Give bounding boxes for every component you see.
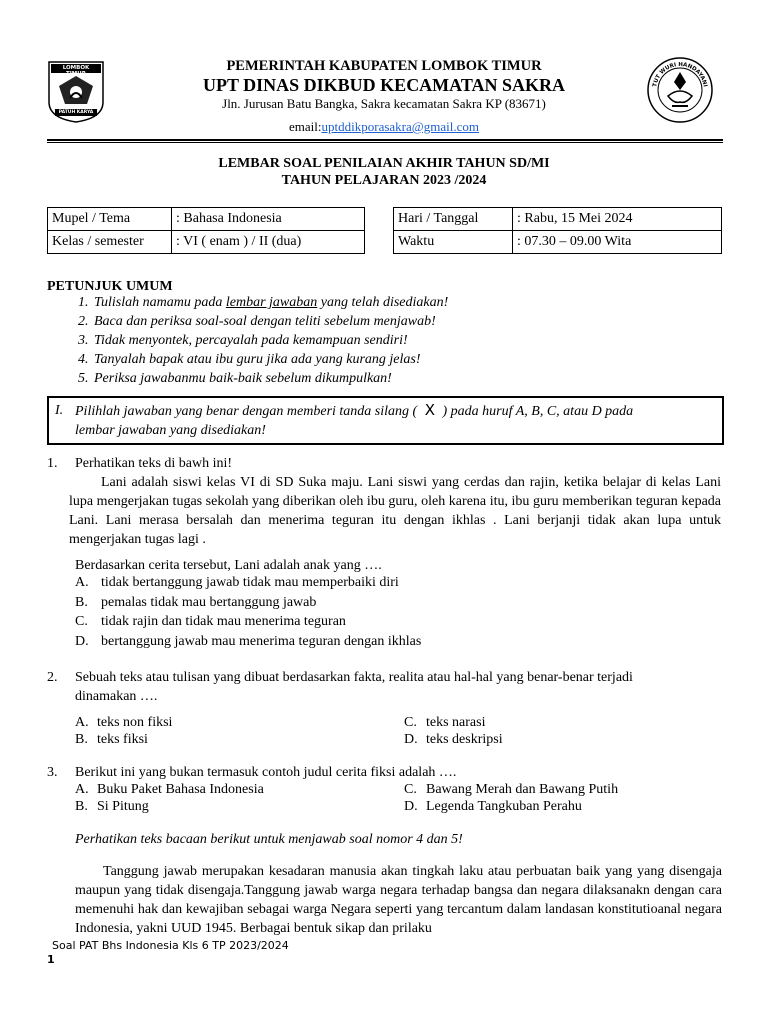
info-value: : Bahasa Indonesia [172,208,365,231]
option[interactable]: C. Bawang Merah dan Bawang Putih [404,782,619,797]
option[interactable]: C. teks narasi [404,715,486,730]
info-row-time [394,231,722,254]
q3-number: 3. [47,765,58,780]
petunjuk-item: 1. Tulislah namamu pada lembar jawaban yang telah disediakan! [92,293,448,312]
option[interactable]: B. pemalas tidak mau bertanggung jawab [75,594,317,610]
info-label: Hari / Tanggal [394,208,513,231]
instruction-numeral: I. [55,403,64,418]
option[interactable]: D. bertanggung jawab mau menerima teguran dengan ikhlas [75,633,422,649]
info-value: : VI ( enam ) / II (dua) [172,231,365,254]
info-value: : Rabu, 15 Mei 2024 [513,208,722,231]
petunjuk-item: 3. Tidak menyontek, percayalah pada kemampuan sendiri! [92,331,448,350]
passage-2: Tanggung jawab merupakan kesadaran manusia akan tingkah laku atau perbuatan baik yang yang disengaja maupun yang tidak disengaja.Tanggung jawab warga negara terhadap bangsa dan negara dilaksanakn dengan cara memenuhi hak dan kewajiban sebagai warga Negara seperti yang tercantum dalam landasan konstitutioanal negara Indonesia, yakni UUD 1945. Berbagai bentuk sikap dan prilaku [75,864,722,936]
header-address: Jln. Jurusan Batu Bangka, Sakra kecamatan Sakra KP (83671) [222,96,546,111]
info-table-right [393,207,722,254]
left-logo-bottom-text: PATUH KARYA [58,110,94,115]
footer-text: Soal PAT Bhs Indonesia Kls 6 TP 2023/2024 [52,939,289,952]
reading-note: Perhatikan teks bacaan berikut untuk menjawab soal nomor 4 dan 5! [75,832,463,847]
header-divider-thick [47,139,723,141]
header-divider-thin [47,142,723,143]
q1-question: Berdasarkan cerita tersebut, Lani adalah anak yang …. [75,558,382,573]
option[interactable]: D. Legenda Tangkuban Perahu [404,799,582,814]
cross-mark: X [424,401,435,419]
petunjuk-item: 4. Tanyalah bapak atau ibu guru jika ada yang kurang jelas! [92,350,448,369]
email-link[interactable]: uptddikporasakra@gmail.com [321,119,479,134]
right-logo-text: TUT WURI HANDAYANI [652,61,708,88]
q1-options [75,573,421,651]
document-subtitle: TAHUN PELAJARAN 2023 /2024 [281,173,487,188]
info-row-date [394,208,722,231]
info-label: Mupel / Tema [48,208,172,231]
q2-number: 2. [47,670,58,685]
info-table-left [47,207,365,254]
petunjuk-item: 2. Baca dan periksa soal-soal dengan teliti sebelum menjawab! [92,312,448,331]
petunjuk-item: 5. Periksa jawabanmu baik-baik sebelum dikumpulkan! [92,369,448,388]
info-value: : 07.30 – 09.00 Wita [513,231,722,254]
q1-passage: Lani adalah siswi kelas VI di SD Suka maju. Lani siswi yang cerdas dan rajin, ketika belajar di kelas Lani lupa mengerjakan tugas sekolah yang diberikan oleh ibu guru, oleh karena itu, ibu guru memberikan teguran kepada Lani. Lani merasa bersalah dan menerima teguran itu dengan ikhlas . Lani berjanji tidak akan lupa untuk mengerjakan tugas lagi . [69,475,721,547]
left-logo-top-text: LOMBOK TIMUR [62,65,90,77]
instruction-box: I. Pilihlah jawaban yang benar dengan memberi tanda silang ( X ) pada huruf A, B, C, atau D pada lembar jawaban yang disediakan! [47,396,724,445]
q1-intro: Perhatikan teks di bawh ini! [75,456,233,471]
option[interactable]: A. tidak bertanggung jawab tidak mau memperbaiki diri [75,575,399,590]
info-label: Kelas / semester [48,231,172,254]
info-label: Waktu [394,231,513,254]
header-government: PEMERINTAH KABUPATEN LOMBOK TIMUR [226,58,542,74]
q1-number: 1. [47,456,58,471]
q2-question: Sebuah teks atau tulisan yang dibuat berdasarkan fakta, realita atau hal-hal yang benar-benar terjadi dinamakan …. [75,670,633,704]
option[interactable]: B. Si Pitung [75,799,149,814]
petunjuk-list [50,293,448,388]
option[interactable]: D. teks deskripsi [404,732,503,747]
email-label: email: [289,119,322,134]
info-row-class [48,231,365,254]
underlined-text: lembar jawaban [225,295,318,310]
header-agency: UPT DINAS DIKBUD KECAMATAN SAKRA [202,75,566,95]
info-row-subject [48,208,365,231]
option[interactable]: C. tidak rajin dan tidak mau menerima teguran [75,614,346,629]
option[interactable]: B. teks fiksi [75,732,148,747]
document-title: LEMBAR SOAL PENILAIAN AKHIR TAHUN SD/MI [218,156,550,171]
option[interactable]: A. Buku Paket Bahasa Indonesia [75,782,264,797]
page-number: 1 [47,953,55,966]
header-email-line [0,119,768,135]
petunjuk-title: PETUNJUK UMUM [47,279,173,294]
option[interactable]: A. teks non fiksi [75,715,173,730]
q3-question: Berikut ini yang bukan termasuk contoh judul cerita fiksi adalah …. [75,765,457,780]
